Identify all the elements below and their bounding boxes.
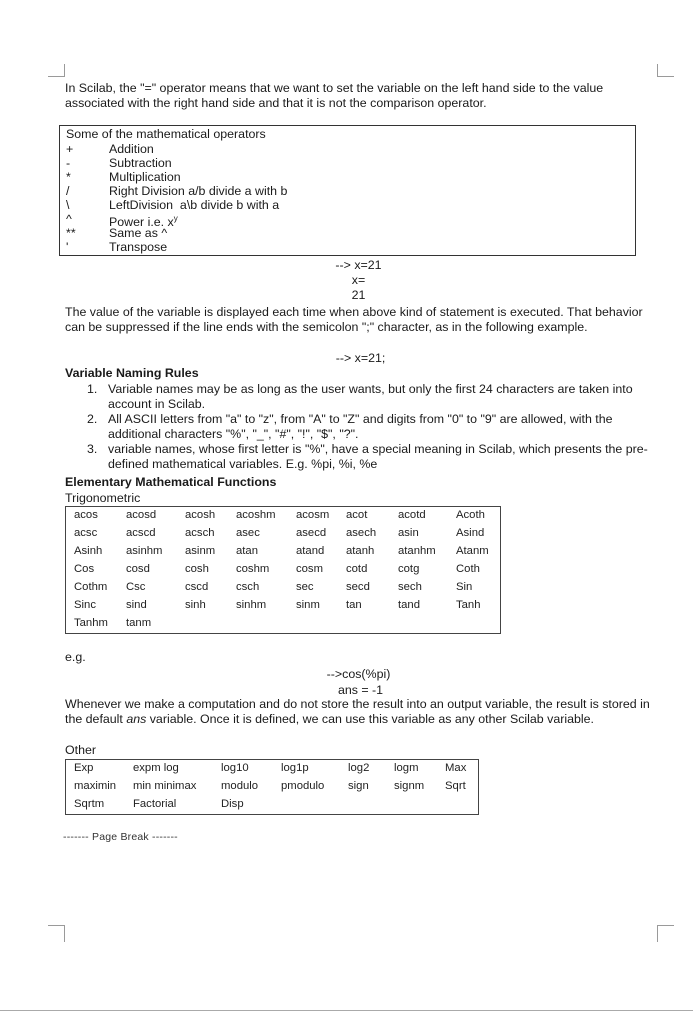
operator-row: ' Transpose <box>66 240 168 254</box>
table-cell: Sin <box>456 581 473 593</box>
table-cell <box>394 795 445 813</box>
table-cell: Asinh <box>74 545 103 557</box>
table-cell <box>445 795 485 813</box>
table-cell: modulo <box>221 780 259 792</box>
table-cell: Coth <box>456 563 480 575</box>
table-cell: Exp <box>74 762 94 774</box>
naming-heading: Variable Naming Rules <box>65 366 199 380</box>
crop-mark-top-left <box>48 64 65 77</box>
operator-row: - Subtraction <box>66 156 172 170</box>
operator-row: / Right Division a/b divide a with b <box>66 184 288 198</box>
table-cell: acosd <box>126 509 157 521</box>
functions-heading: Elementary Mathematical Functions <box>65 475 277 489</box>
example3-command: -->cos(%pi) <box>326 667 391 681</box>
table-cell: sec <box>296 581 314 593</box>
operator-row: \ LeftDivision a\b divide b with a <box>66 198 280 212</box>
table-cell <box>236 614 296 632</box>
table-cell: Asind <box>456 527 485 539</box>
table-cell: atan <box>236 545 258 557</box>
table-cell: logm <box>394 762 419 774</box>
table-cell: Acoth <box>456 509 485 521</box>
table-cell: tanm <box>126 617 152 629</box>
naming-rules-list <box>65 382 655 472</box>
table-cell: acos <box>74 509 98 521</box>
other-label: Other <box>65 743 96 757</box>
list-item: 1. Variable names may be as long as the user wants, but only the first 24 characters are taken into account in Scilab. <box>87 382 633 411</box>
table-row <box>74 524 496 542</box>
table-cell <box>296 614 346 632</box>
table-cell: csch <box>236 581 260 593</box>
list-item: 3. variable names, whose first letter is "%", have a special meaning in Scilab, which presents the pre-defined mathematical variables. E.g. %pi, %i, %e <box>87 442 648 471</box>
table-cell: tan <box>346 599 362 611</box>
table-cell: Disp <box>221 798 244 810</box>
table-cell: cotg <box>398 563 420 575</box>
operator-row: * Multiplication <box>66 170 181 184</box>
table-cell: Atanm <box>456 545 489 557</box>
table-cell: log1p <box>281 762 309 774</box>
table-cell: acosm <box>296 509 330 521</box>
trig-label: Trigonometric <box>65 491 141 505</box>
table-row <box>74 578 496 596</box>
intro-paragraph: In Scilab, the "=" operator means that we want to set the variable on the left hand side to the value associated with the right hand side and that it is not the comparison operator. <box>65 81 604 110</box>
table-cell: acsch <box>185 527 215 539</box>
table-cell <box>281 795 348 813</box>
page-break-marker: ------- Page Break ------- <box>63 831 178 843</box>
operators-box <box>59 125 636 256</box>
table-cell: acoshm <box>236 509 276 521</box>
table-cell: Csc <box>126 581 146 593</box>
table-cell: sinh <box>185 599 206 611</box>
example1-command: --> x=21 <box>335 258 382 272</box>
operator-row: ^ Power i.e. $x^y$ <box>66 212 178 230</box>
table-cell: Cothm <box>74 581 108 593</box>
table-cell: asech <box>346 527 377 539</box>
table-cell: signm <box>394 780 425 792</box>
list-item: 2. All ASCII letters from "a" to "z", from "A" to "Z" and digits from "0" to "9" are allowed, with the additional characters "%", "_", "#", "!", "$", "?". <box>87 412 613 441</box>
table-cell: acot <box>346 509 368 521</box>
table-cell: Cos <box>74 563 95 575</box>
table-cell: tand <box>398 599 420 611</box>
table-cell: asec <box>236 527 260 539</box>
table-row <box>74 759 485 777</box>
operators-title: Some of the mathematical operators <box>66 127 266 141</box>
example2-command: --> x=21; <box>335 351 386 365</box>
table-cell: pmodulo <box>281 780 325 792</box>
suppress-paragraph: The value of the variable is displayed each time when above kind of statement is executed. That behavior can be suppressed if the line ends with the semicolon ";" character, as in the following example. <box>65 305 643 334</box>
table-cell: sind <box>126 599 147 611</box>
table-cell: Tanhm <box>74 617 108 629</box>
table-cell: Tanh <box>456 599 481 611</box>
example3-output: ans = -1 <box>337 683 384 697</box>
table-cell: asin <box>398 527 419 539</box>
table-cell: sinhm <box>236 599 267 611</box>
table-cell: Max <box>445 762 467 774</box>
table-cell: Sinc <box>74 599 96 611</box>
table-cell: secd <box>346 581 370 593</box>
table-row <box>74 596 496 614</box>
table-cell: min minimax <box>133 780 197 792</box>
table-cell: coshm <box>236 563 270 575</box>
table-cell: acotd <box>398 509 426 521</box>
table-cell: Factorial <box>133 798 177 810</box>
crop-mark-bottom-left <box>48 925 65 942</box>
table-row <box>74 542 496 560</box>
table-cell: log10 <box>221 762 249 774</box>
table-cell: maximin <box>74 780 117 792</box>
crop-mark-top-right <box>657 64 674 77</box>
table-cell <box>348 795 394 813</box>
table-row <box>74 560 496 578</box>
crop-mark-bottom-right <box>657 925 674 942</box>
table-cell: cscd <box>185 581 209 593</box>
table-cell: Sqrt <box>445 780 466 792</box>
table-cell: acosh <box>185 509 216 521</box>
eg-label: e.g. <box>65 650 86 664</box>
table-cell: asinm <box>185 545 216 557</box>
table-cell: atand <box>296 545 325 557</box>
table-cell: log2 <box>348 762 370 774</box>
table-cell: cosd <box>126 563 150 575</box>
table-cell <box>398 614 456 632</box>
table-cell: asinhm <box>126 545 163 557</box>
table-cell: Sqrtm <box>74 798 105 810</box>
table-cell: cosh <box>185 563 209 575</box>
example1-output-name: x= <box>351 273 366 287</box>
table-row <box>74 777 485 795</box>
table-row <box>74 506 496 524</box>
table-cell: cotd <box>346 563 368 575</box>
table-cell: acscd <box>126 527 156 539</box>
page-bottom-edge <box>0 1010 693 1011</box>
table-cell: cosm <box>296 563 323 575</box>
other-table <box>74 759 485 813</box>
operator-row: ** Same as ^ <box>66 226 168 240</box>
table-cell <box>185 614 236 632</box>
example1-output-value: 21 <box>351 288 366 302</box>
table-cell: atanh <box>346 545 375 557</box>
ans-paragraph: Whenever we make a computation and do not store the result into an output variable, the result is stored in the default ans variable. Once it is defined, we can use this variable as any other Scilab variable. <box>65 697 650 726</box>
table-cell <box>456 614 496 632</box>
table-cell: atanhm <box>398 545 436 557</box>
table-row <box>74 614 496 632</box>
table-row <box>74 795 485 813</box>
table-cell: expm log <box>133 762 179 774</box>
table-cell: sinm <box>296 599 320 611</box>
table-cell: asecd <box>296 527 327 539</box>
table-cell <box>346 614 398 632</box>
operator-row: + Addition <box>66 142 154 156</box>
table-cell: sech <box>398 581 422 593</box>
table-cell: acsc <box>74 527 98 539</box>
trig-table <box>74 506 496 632</box>
table-cell: sign <box>348 780 369 792</box>
